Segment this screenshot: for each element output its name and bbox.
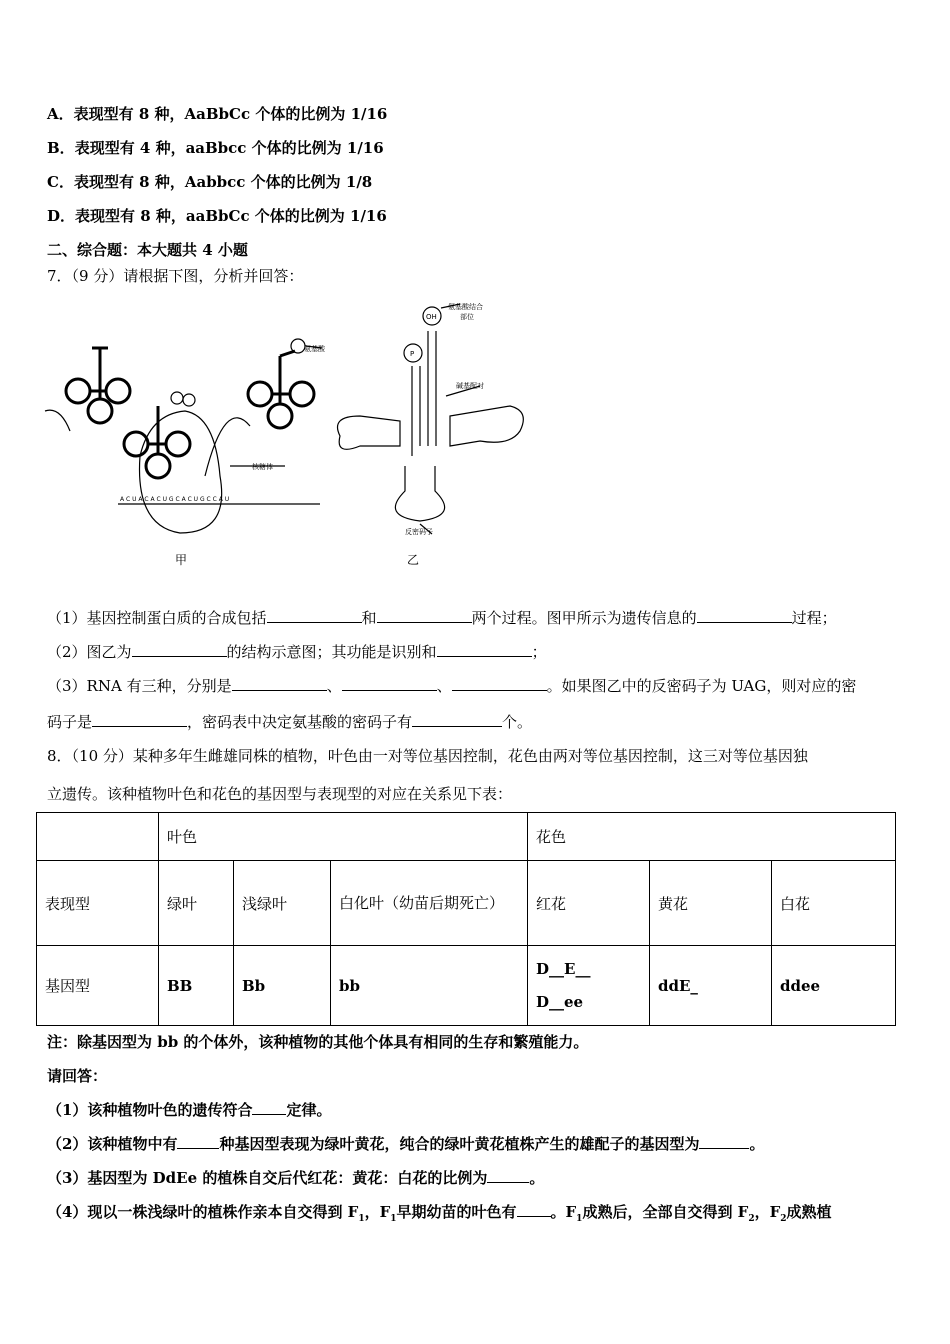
q7-sub1: （1）基因控制蛋白质的合成包括 和 两个过程。图甲所示为遗传信息的 过程；: [47, 609, 837, 627]
blank[interactable]: [267, 608, 362, 623]
q8-answer-prompt: 请回答：: [47, 1067, 108, 1085]
ribosome-label: 核糖体: [252, 463, 273, 471]
genotype-table: [36, 812, 896, 1026]
oh-label: OH: [426, 313, 437, 321]
option-b[interactable]: B．表现型有 4 种，aaBbcc 个体的比例为 1/16: [47, 139, 384, 157]
anticodon-label: 反密码子: [405, 528, 433, 536]
blank[interactable]: [697, 608, 792, 623]
anticodon-loop: [395, 466, 444, 521]
table-row: [37, 813, 896, 861]
table-cell: 红花: [528, 861, 650, 946]
blank[interactable]: [437, 642, 532, 657]
flower-color-header: 花色: [528, 813, 896, 861]
q8-sub1: （1）该种植物叶色的遗传符合 定律。: [47, 1101, 332, 1119]
blank[interactable]: [92, 712, 187, 727]
trna-2-loop-left: [124, 432, 148, 456]
table-cell: BB: [159, 946, 234, 1026]
trna-1-loop-right: [106, 379, 130, 403]
q7-sub3-cont: 码子是 ，密码表中决定氨基酸的密码子有 个。: [47, 713, 533, 731]
amino-acid-label: 氨基酸: [304, 345, 325, 353]
q7-sub2: （2）图乙为 的结构示意图；其功能是识别和 ；: [47, 643, 547, 661]
option-d[interactable]: D．表现型有 8 种，aaBbCc 个体的比例为 1/16: [47, 207, 387, 225]
q8-sub4: （4）现以一株浅绿叶的植株作亲本自交得到 $F_1$，$F_1$早期幼苗的叶色有 。$F_1$成熟后，全部自交得到 $F_2$，$F_2$成熟植: [47, 1203, 832, 1224]
d-loop: [338, 416, 401, 449]
table-row: [37, 946, 896, 1026]
option-a[interactable]: A．表现型有 8 种，AaBbCc 个体的比例为 1/16: [47, 105, 388, 123]
table-cell: bb: [331, 946, 528, 1026]
genotype-label: 基因型: [37, 946, 159, 1026]
blank[interactable]: [377, 608, 472, 623]
blank[interactable]: [517, 1202, 551, 1217]
table-row: [37, 861, 896, 946]
question-7-heading: 7．（9 分）请根据下图，分析并回答：: [47, 267, 304, 285]
q8-sub3: （3）基因型为 DdEe 的植株自交后代红花：黄花：白花的比例为 。: [47, 1169, 545, 1187]
table-cell: 绿叶: [159, 861, 234, 946]
trna-1-loop-left: [66, 379, 90, 403]
table-cell: D__E__ D__ee: [528, 946, 650, 1026]
figure-svg: [40, 296, 560, 576]
amino-acid-3: [291, 339, 305, 353]
table-cell: 浅绿叶: [234, 861, 331, 946]
trna-1-loop-bottom: [88, 399, 112, 423]
blank[interactable]: [252, 1100, 286, 1115]
blank[interactable]: [487, 1168, 529, 1183]
aa-binding-label: 氨基酸结合: [448, 303, 483, 311]
option-c[interactable]: C．表现型有 8 种，Aabbcc 个体的比例为 1/8: [47, 173, 373, 191]
blank[interactable]: [177, 1134, 219, 1149]
blank[interactable]: [342, 676, 437, 691]
section-heading: 二、综合题：本大题共 4 小题: [47, 241, 248, 259]
q8-sub2: （2）该种植物中有 种基因型表现为绿叶黄花，纯合的绿叶黄花植株产生的雄配子的基因型为 。: [47, 1135, 765, 1153]
trna-3-loop-left: [248, 382, 272, 406]
blank[interactable]: [232, 676, 327, 691]
table-cell: 白化叶（幼苗后期死亡）: [331, 861, 528, 946]
q8-heading-2: 立遗传。该种植物叶色和花色的基因型与表现型的对应在关系见下表：: [47, 785, 513, 803]
blank[interactable]: [412, 712, 502, 727]
table-cell: 白花: [772, 861, 896, 946]
trna-figure: [40, 296, 560, 580]
q7-sub3: （3）RNA 有三种，分别是 、 、 。如果图乙中的反密码子为 UAG，则对应的密: [47, 677, 857, 695]
amino-acid-2a: [171, 392, 183, 404]
base-pair-label: 碱基配对: [456, 382, 484, 390]
table-cell: ddee: [772, 946, 896, 1026]
trna-3-loop-right: [290, 382, 314, 406]
site-label: 部位: [460, 313, 474, 321]
table-cell: Bb: [234, 946, 331, 1026]
leaf-color-header: 叶色: [159, 813, 528, 861]
table-cell: ddE_: [650, 946, 772, 1026]
amino-acid-2b: [183, 394, 195, 406]
figure-label-jia: 甲: [175, 553, 188, 567]
trna-2-loop-bottom: [146, 454, 170, 478]
table-cell: 黄花: [650, 861, 772, 946]
q8-heading-1: 8．（10 分）某种多年生雌雄同株的植物，叶色由一对等位基因控制，花色由两对等位基因控制，这三对等位基因独: [47, 747, 808, 765]
trna-3-loop-bottom: [268, 404, 292, 428]
p-label: P: [410, 350, 415, 358]
t-loop: [450, 406, 523, 446]
phenotype-label: 表现型: [37, 861, 159, 946]
blank[interactable]: [452, 676, 547, 691]
trna-1-stem: [92, 348, 108, 376]
trna-3-stem: [280, 351, 295, 386]
ribosome-outline: [140, 411, 222, 533]
mrna-label: A C U A C A C U G C A C U G C C A U: [120, 496, 230, 503]
q8-note: 注：除基因型为 bb 的个体外，该种植物的其他个体具有相同的生存和繁殖能力。: [47, 1033, 589, 1051]
trna-2-loop-right: [166, 432, 190, 456]
figure-label-yi: 乙: [407, 553, 420, 567]
blank[interactable]: [699, 1134, 749, 1149]
blank[interactable]: [132, 642, 227, 657]
polypeptide-arrow: [205, 418, 250, 476]
trna-b-acceptor-stem: [412, 366, 420, 456]
